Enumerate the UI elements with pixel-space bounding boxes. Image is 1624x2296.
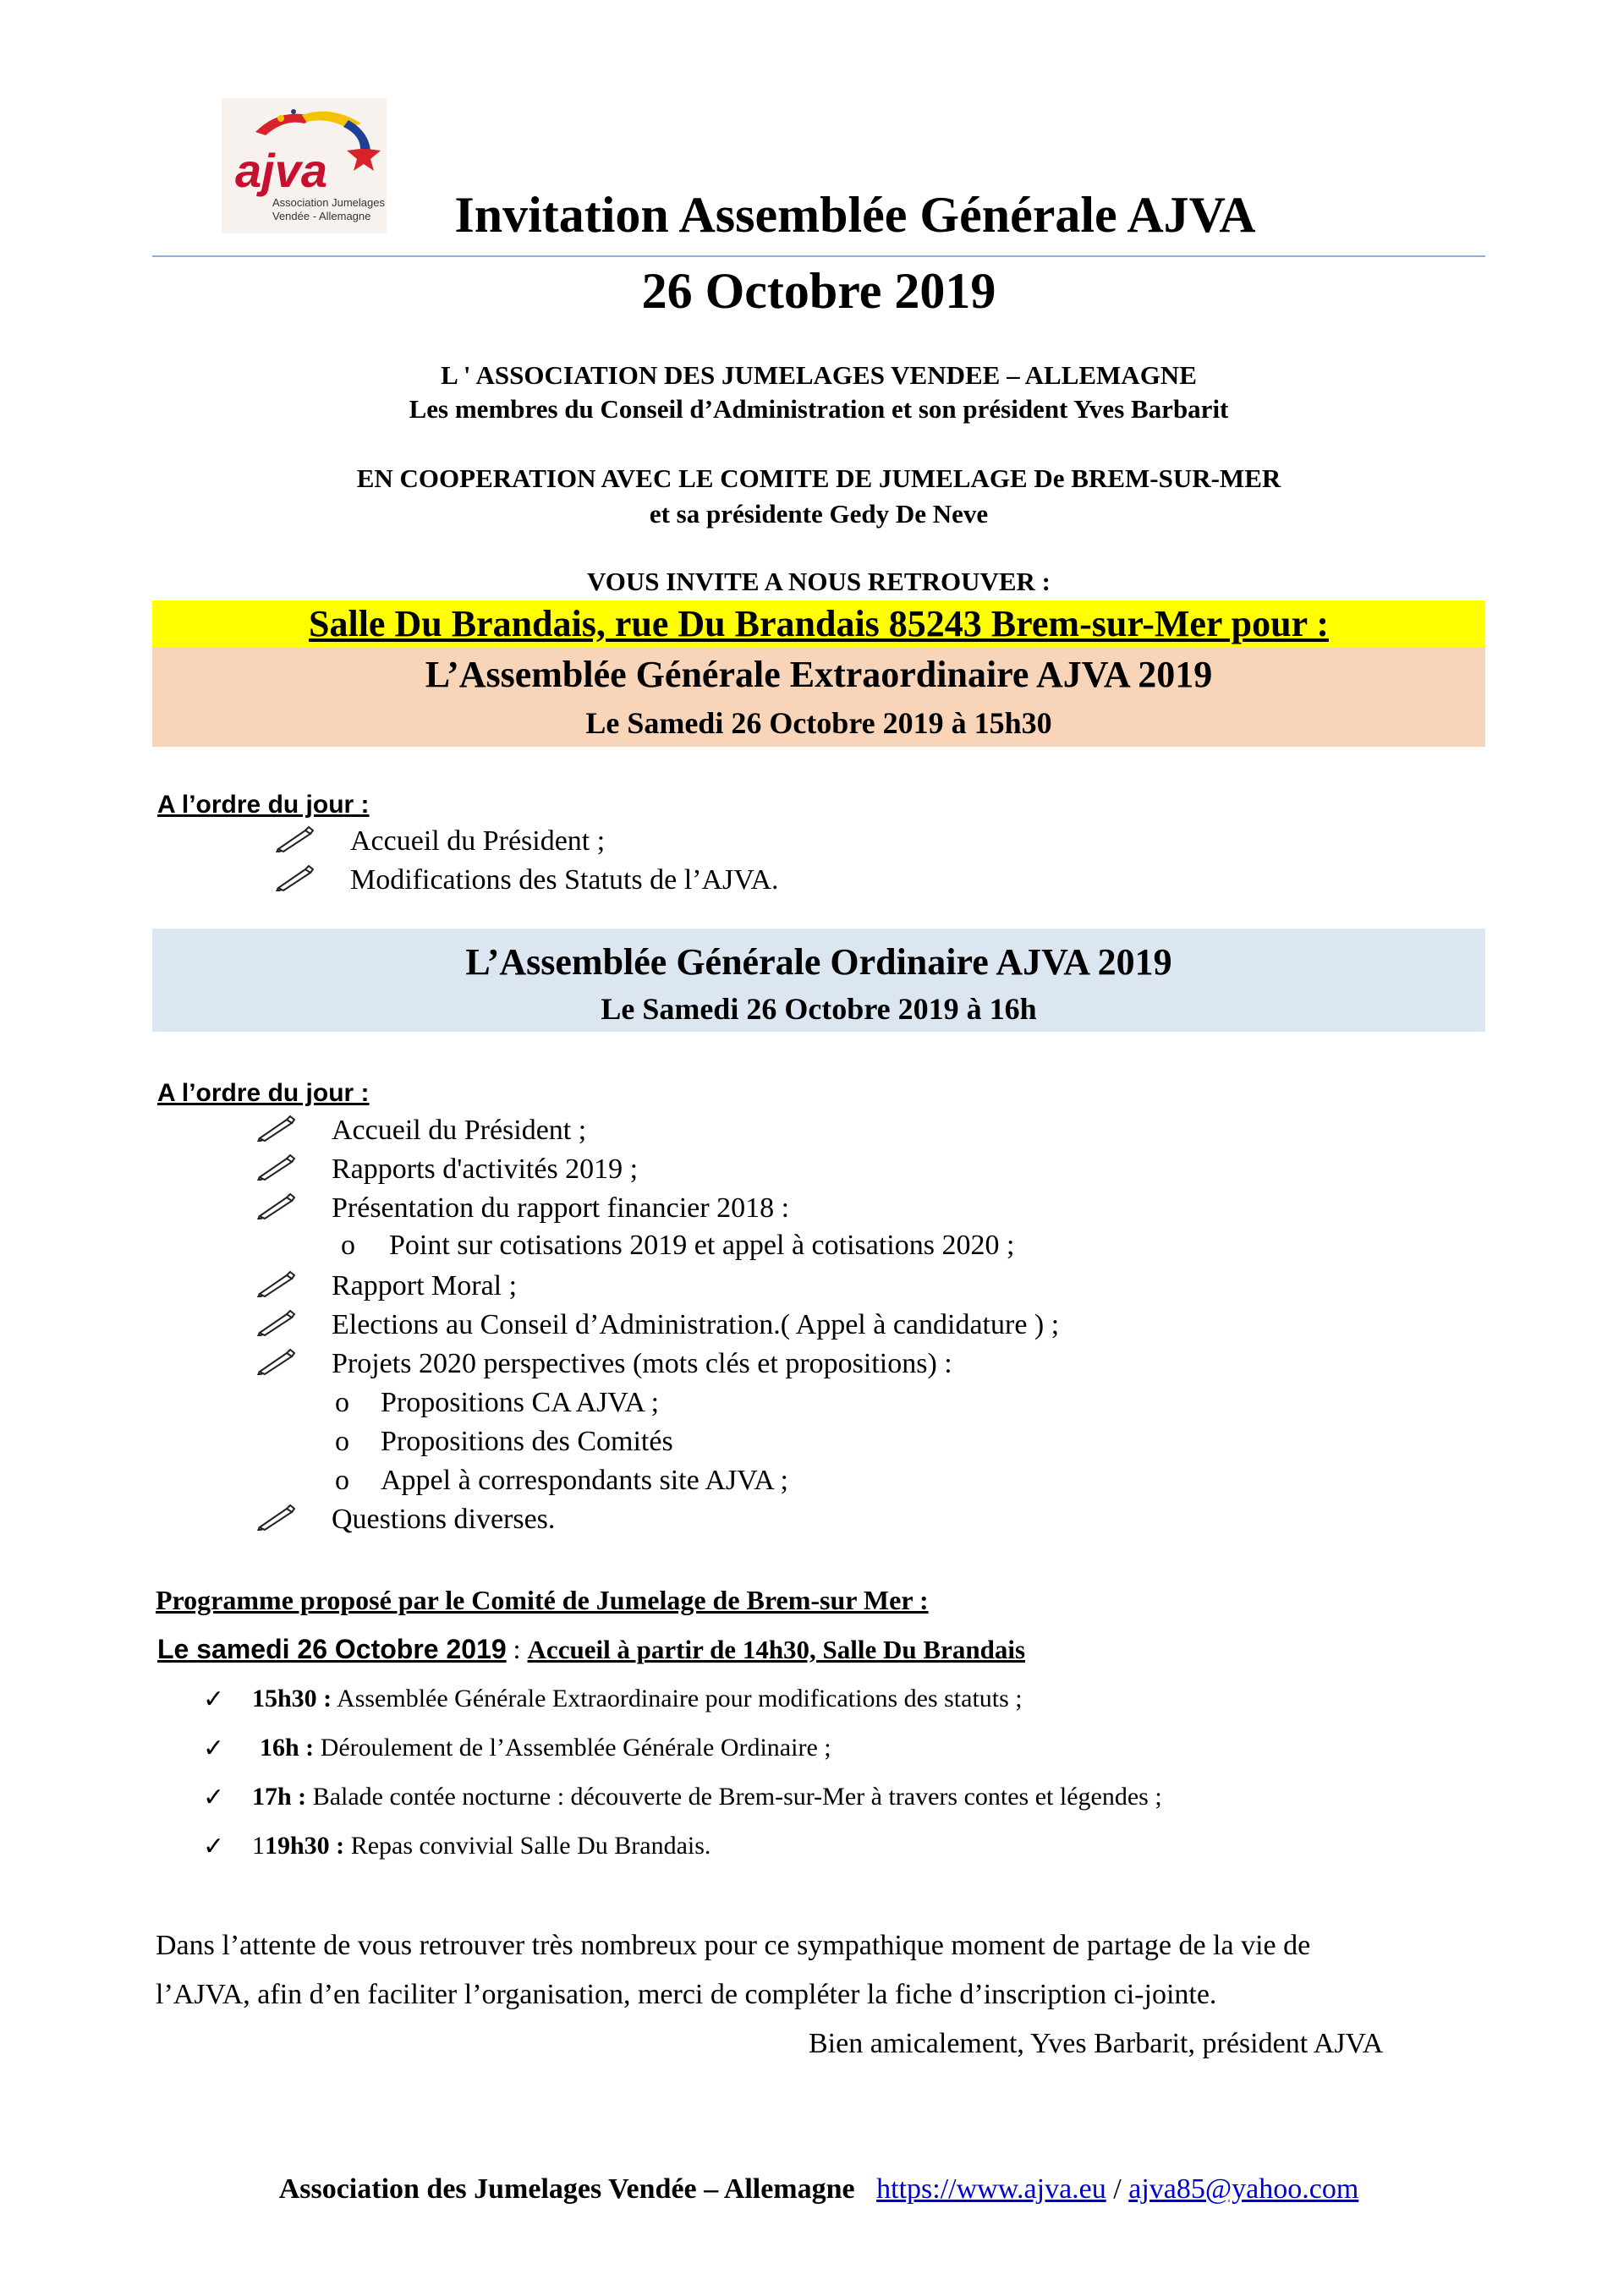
- ajva-logo: [222, 98, 387, 233]
- programme-day: Le samedi 26 Octobre 2019: [157, 1634, 507, 1664]
- closing-line-1: Dans l’attente de vous retrouver très nombreux pour ce sympathique moment de partage de la vie de: [156, 1930, 1311, 1961]
- page-title: Invitation Assemblée Générale AJVA: [454, 187, 1256, 243]
- programme-day-detail: Accueil à partir de 14h30, Salle Du Brandais: [527, 1635, 1026, 1664]
- intro-line-5: VOUS INVITE A NOUS RETROUVER :: [586, 567, 1051, 596]
- check-icon: ✓: [203, 1784, 225, 1811]
- programme-item-time: 16h :: [260, 1734, 315, 1762]
- email-link[interactable]: ajva85@yahoo.com: [1128, 2173, 1359, 2205]
- check-icon: ✓: [203, 1685, 225, 1713]
- ago-subitem-3: Propositions des Comités: [381, 1426, 673, 1457]
- programme-item-time-prefix: 1: [252, 1832, 265, 1860]
- programme-day-sep: :: [506, 1634, 528, 1664]
- venue-address: Salle Du Brandais, rue Du Brandais 85243 Brem-sur-Mer pour :: [309, 603, 1329, 644]
- programme-item-time: 15h30 :: [252, 1685, 332, 1712]
- age-title: L’Assemblée Générale Extraordinaire AJVA 2019: [425, 654, 1213, 695]
- sub-bullet: o: [335, 1426, 349, 1457]
- age-agenda-heading: A l’ordre du jour :: [157, 791, 370, 819]
- signature: Bien amicalement, Yves Barbarit, président AJVA: [809, 2028, 1384, 2059]
- intro-line-1: L ' ASSOCIATION DES JUMELAGES VENDEE – ALLEMAGNE: [441, 360, 1197, 390]
- programme-item-1: [252, 1685, 1023, 1713]
- ago-item-2: Rapports d'activités 2019 ;: [332, 1153, 639, 1185]
- sub-bullet: o: [341, 1230, 355, 1261]
- sub-bullet: o: [335, 1387, 349, 1418]
- ago-when: Le Samedi 26 Octobre 2019 à 16h: [601, 992, 1037, 1026]
- ago-item-5: Elections au Conseil d’Administration.( Appel à candidature ) ;: [332, 1309, 1060, 1340]
- event-date: 26 Octobre 2019: [641, 263, 996, 319]
- programme-item-text: Balade contée nocturne : découverte de Brem-sur-Mer à travers contes et légendes ;: [306, 1783, 1162, 1811]
- ago-subitem-2: Propositions CA AJVA ;: [381, 1387, 660, 1418]
- programme-item-4: [252, 1832, 710, 1860]
- logo-caption-line1: Association Jumelages: [272, 196, 385, 209]
- logo-graphic: [222, 98, 387, 233]
- check-icon: ✓: [203, 1833, 225, 1860]
- programme-day-line: [157, 1634, 1025, 1665]
- ago-title: L’Assemblée Générale Ordinaire AJVA 2019: [465, 941, 1172, 983]
- intro-line-3: EN COOPERATION AVEC LE COMITE DE JUMELAGE De BREM-SUR-MER: [356, 463, 1281, 493]
- footer-sep: /: [1106, 2173, 1129, 2205]
- ago-subitem-1: Point sur cotisations 2019 et appel à cotisations 2020 ;: [389, 1230, 1015, 1261]
- programme-item-time: 17h :: [252, 1783, 307, 1811]
- programme-item-text: Repas convivial Salle Du Brandais.: [344, 1832, 711, 1860]
- closing-line-2: l’AJVA, afin d’en faciliter l’organisation, merci de compléter la fiche d’inscription ci-jointe.: [156, 1979, 1217, 2010]
- ago-item-7: Questions diverses.: [332, 1504, 556, 1535]
- age-item-2: Modifications des Statuts de l’AJVA.: [350, 864, 779, 896]
- programme-heading: Programme proposé par le Comité de Jumelage de Brem-sur Mer :: [156, 1585, 929, 1615]
- title-divider: [152, 255, 1485, 257]
- intro-line-4: et sa présidente Gedy De Neve: [649, 499, 989, 529]
- programme-item-time: 19h30 :: [265, 1832, 345, 1860]
- age-when: Le Samedi 26 Octobre 2019 à 15h30: [585, 706, 1052, 740]
- programme-item-text: Assemblée Générale Extraordinaire pour modifications des statuts ;: [332, 1685, 1023, 1712]
- ago-item-6: Projets 2020 perspectives (mots clés et propositions) :: [332, 1348, 952, 1379]
- logo-wordmark: ajva: [235, 144, 327, 197]
- intro-line-2: Les membres du Conseil d’Administration et son président Yves Barbarit: [409, 394, 1229, 424]
- ago-subitem-4: Appel à correspondants site AJVA ;: [381, 1465, 788, 1496]
- ago-item-3: Présentation du rapport financier 2018 :: [332, 1192, 790, 1224]
- check-icon: ✓: [203, 1734, 225, 1762]
- footer: [152, 2173, 1485, 2206]
- footer-org: Association des Jumelages Vendée – Allemagne: [278, 2173, 855, 2205]
- ago-item-1: Accueil du Président ;: [332, 1115, 587, 1146]
- sub-bullet: o: [335, 1465, 349, 1496]
- ago-item-4: Rapport Moral ;: [332, 1270, 518, 1301]
- logo-caption-line2: Vendée - Allemagne: [272, 210, 371, 222]
- website-link[interactable]: https://www.ajva.eu: [876, 2173, 1106, 2205]
- age-item-1: Accueil du Président ;: [350, 825, 606, 857]
- programme-item-2: [260, 1734, 831, 1762]
- programme-item-3: [252, 1783, 1162, 1811]
- programme-item-text: Déroulement de l’Assemblée Générale Ordinaire ;: [314, 1734, 831, 1762]
- ago-agenda-heading: A l’ordre du jour :: [157, 1079, 370, 1107]
